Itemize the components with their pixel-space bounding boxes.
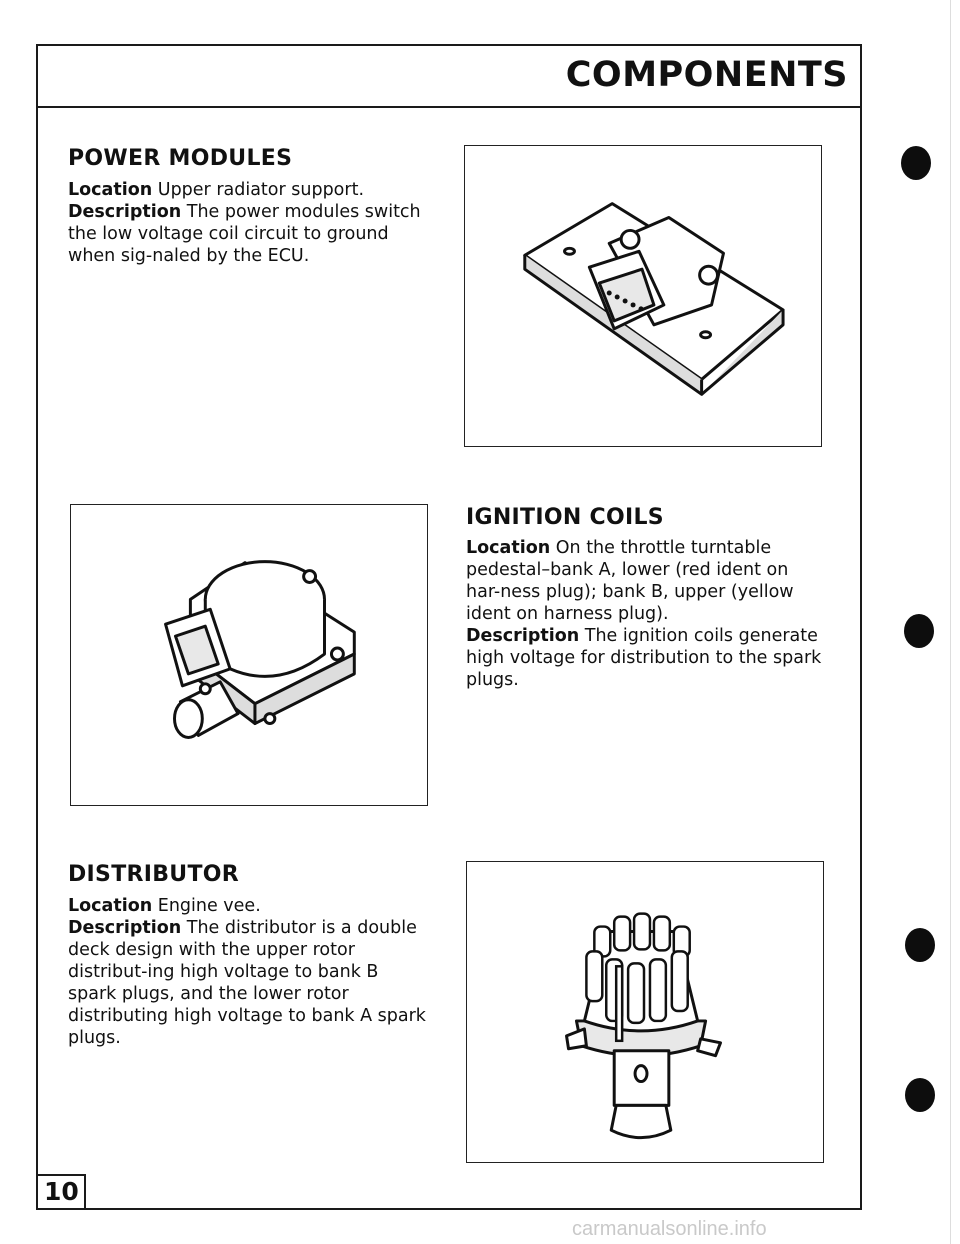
- margin-bullet-dot: [901, 146, 931, 180]
- description-value: The distributor is a double deck design with the upper rotor distribut-ing high voltage to bank B spark plugs, and the lower rotor distributing high voltage to bank A spark plugs.: [68, 918, 426, 1048]
- location-value: On the throttle turntable pedestal–bank A, lower (red ident on har-ness plug); bank B, upper (yellow ident on harness plug).: [466, 538, 794, 624]
- power-modules-text: [68, 179, 438, 267]
- ignition-coils-heading: IGNITION COILS: [466, 505, 664, 530]
- margin-bullet-dot: [905, 1078, 935, 1112]
- distributor-location: [68, 895, 428, 917]
- description-value: The ignition coils generate high voltage for distribution to the spark plugs.: [466, 626, 822, 690]
- page-title: COMPONENTS: [565, 55, 848, 95]
- distributor-drawing: [467, 862, 823, 1162]
- watermark: carmanualsonline.info: [572, 1218, 767, 1240]
- ignition-coils-description: [466, 625, 826, 691]
- location-label: Location: [68, 180, 153, 200]
- description-label: Description: [68, 918, 182, 938]
- ignition-coils-text: [466, 537, 826, 691]
- distributor-illustration: [466, 861, 824, 1163]
- margin-bullet-dot: [904, 614, 934, 648]
- page-number: 10: [44, 1177, 79, 1206]
- margin-bullet-dot: [905, 928, 935, 962]
- power-modules-description: [68, 201, 438, 267]
- description-label: Description: [466, 626, 580, 646]
- ignition-coil-drawing: [71, 505, 427, 805]
- distributor-text: [68, 895, 428, 1049]
- location-value: Engine vee.: [152, 896, 261, 916]
- power-module-drawing: [465, 146, 821, 446]
- distributor-heading: DISTRIBUTOR: [68, 862, 240, 887]
- header-divider: [36, 106, 862, 108]
- power-modules-heading: POWER MODULES: [68, 146, 293, 171]
- description-label: Description: [68, 202, 182, 222]
- page-edge-line: [950, 0, 951, 1244]
- power-modules-location: [68, 179, 438, 201]
- description-value: The power modules switch the low voltage coil circuit to ground when sig-naled by the ECU.: [68, 202, 421, 266]
- distributor-description: [68, 917, 428, 1049]
- location-label: Location: [466, 538, 551, 558]
- location-value: Upper radiator support.: [152, 180, 365, 200]
- location-label: Location: [68, 896, 153, 916]
- ignition-coil-illustration: [70, 504, 428, 806]
- power-module-illustration: [464, 145, 822, 447]
- ignition-coils-location: [466, 537, 826, 625]
